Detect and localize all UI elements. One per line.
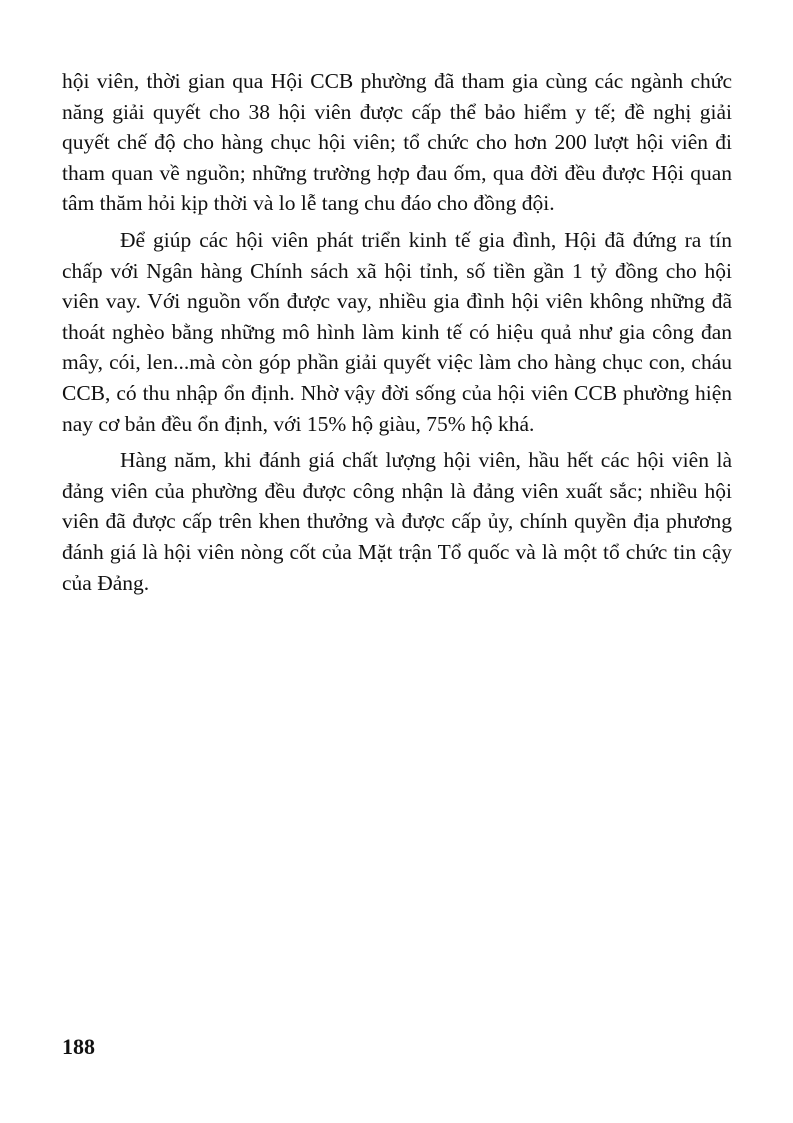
paragraph-3: Hàng năm, khi đánh giá chất lượng hội viên, hầu hết các hội viên là đảng viên của phường đều được công nhận là đảng viên xuất sắc; nhiều hội viên đã được cấp trên khen thưởng và được cấp ủy, chính quyền địa phương đánh giá là hội viên nòng cốt của Mặt trận Tổ quốc và là một tổ chức tin cậy của Đảng.: [62, 448, 732, 595]
page-number: 188: [62, 1034, 95, 1059]
page-body: [62, 66, 732, 598]
paragraph-2: Để giúp các hội viên phát triển kinh tế gia đình, Hội đã đứng ra tín chấp với Ngân hàng Chính sách xã hội tỉnh, số tiền gần 1 tỷ đồng cho hội viên vay. Với nguồn vốn được vay, nhiều gia đình hội viên không những đã thoát nghèo bằng những mô hình làm kinh tế có hiệu quả như gia công đan mây, cói, len...mà còn góp phần giải quyết việc làm cho hàng chục con, cháu CCB, có thu nhập ổn định. Nhờ vậy đời sống của hội viên CCB phường hiện nay cơ bản đều ổn định, với 15% hộ giàu, 75% hộ khá.: [62, 227, 732, 436]
paragraph-1: hội viên, thời gian qua Hội CCB phường đã tham gia cùng các ngành chức năng giải quyết cho 38 hội viên được cấp thể bảo hiểm y tế; đề nghị giải quyết chế độ cho hàng chục hội viên; tổ chức cho hơn 200 lượt hội viên đi tham quan về nguồn; những trường hợp đau ốm, qua đời đều được Hội quan tâm thăm hỏi kịp thời và lo lễ tang chu đáo cho đồng đội.: [62, 69, 732, 216]
